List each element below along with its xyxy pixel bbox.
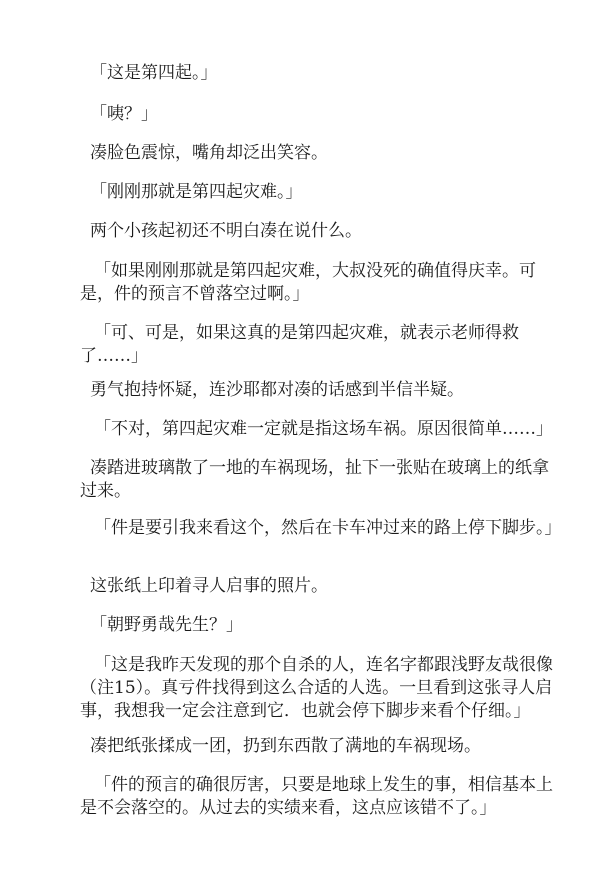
paragraph-6: 「如果刚刚那就是第四起灾难，大叔没死的确值得庆幸。可是，件的预言不曾落空过啊。」	[80, 261, 536, 304]
paragraph-3: 凑脸色震惊，嘴角却泛出笑容。	[90, 143, 328, 163]
paragraph-13: 「朝野勇哉先生？」	[90, 615, 243, 635]
paragraph-12: 这张纸上印着寻人启事的照片。	[90, 576, 328, 596]
paragraph-9: 「不对，第四起灾难一定就是指这场车祸。原因很简单……」	[94, 419, 553, 439]
paragraph-11: 「件是要引我来看这个，然后在卡车冲过来的路上停下脚步。」	[94, 518, 562, 538]
paragraph-4: 「刚刚那就是第四起灾难。」	[90, 182, 303, 202]
paragraph-10: 凑踏进玻璃散了一地的车祸现场，扯下一张贴在玻璃上的纸拿过来。	[80, 458, 549, 501]
paragraph-8: 勇气抱持怀疑，连沙耶都对凑的话感到半信半疑。	[90, 380, 464, 400]
paragraph-7: 「可、可是，如果这真的是第四起灾难，就表示老师得救了……」	[80, 323, 519, 366]
paragraph-5: 两个小孩起初还不明白凑在说什么。	[90, 221, 362, 241]
paragraph-14: 「这是我昨天发现的那个自杀的人，连名字都跟浅野友哉很像（注15）。真亏件找得到这么合适的人选。一旦看到这张寻人启事，我想我一定会注意到它．也就会停下脚步来看个仔细。」	[80, 655, 553, 721]
paragraph-16: 「件的预言的确很厉害，只要是地球上发生的事，相信基本上是不会落空的。从过去的实绩来看，这点应该错不了。」	[80, 775, 553, 818]
paragraph-15: 凑把纸张揉成一团，扔到东西散了满地的车祸现场。	[90, 736, 481, 756]
paragraph-1: 「这是第四起。」	[90, 63, 218, 83]
paragraph-2: 「咦？」	[90, 104, 158, 124]
